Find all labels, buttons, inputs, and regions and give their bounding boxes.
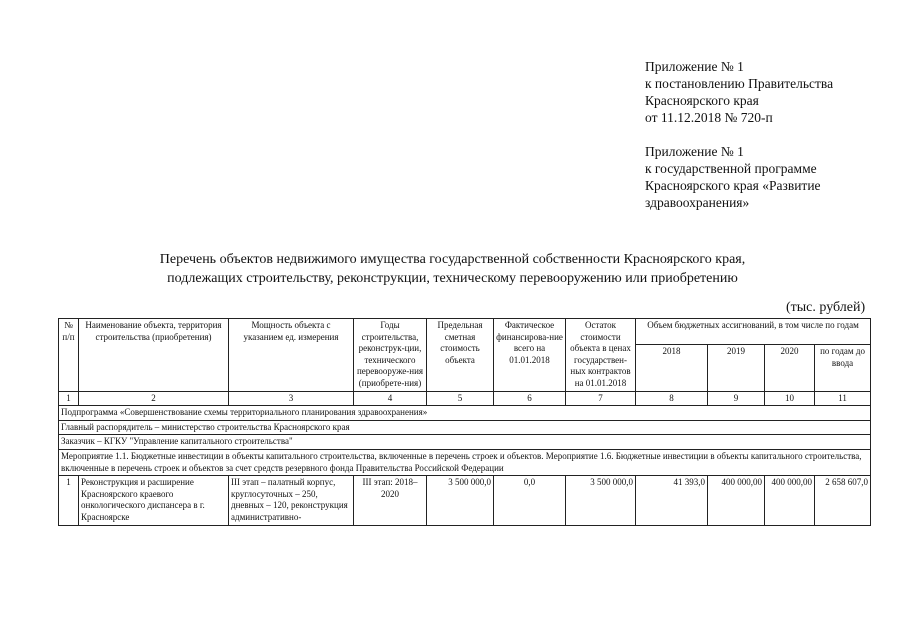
row-cost: 3 500 000,0: [427, 476, 494, 525]
column-number: 3: [229, 391, 354, 406]
appendix-2-line: Приложение № 1: [645, 144, 744, 159]
appendix-1-line: Приложение № 1: [645, 59, 744, 74]
column-number: 2: [79, 391, 229, 406]
row-years: III этап: 2018–2020: [354, 476, 427, 525]
header-financed: Фактическое финансирова-ние всего на 01.01.2018: [494, 319, 566, 392]
row-2018: 41 393,0: [636, 476, 708, 525]
header-capacity: Мощность объекта с указанием ед. измерения: [229, 319, 354, 392]
row-financed: 0,0: [494, 476, 566, 525]
row-name: Реконструкция и расширение Красноярского краевого онкологического диспансера в г. Красноярске: [79, 476, 229, 525]
header-by-years: по годам до ввода: [815, 344, 871, 391]
appendix-2-line: к государственной программе: [645, 161, 817, 176]
appendix-2-line: Красноярского края «Развитие: [645, 178, 821, 193]
customer-row: [59, 435, 871, 450]
document-title-line: подлежащих строительству, реконструкции, техническому перевооружению или приобретению: [167, 271, 738, 286]
header-remaining: Остаток стоимости объекта в ценах государствен-ных контрактов на 01.01.2018: [566, 319, 636, 392]
appendix-1-line: Красноярского края: [645, 93, 759, 108]
appendix-2-line: здравоохранения»: [645, 195, 750, 210]
column-number: 10: [765, 391, 815, 406]
column-number: 11: [815, 391, 871, 406]
row-remaining: 3 500 000,0: [566, 476, 636, 525]
subprogram-row: [59, 406, 871, 421]
table-row: [59, 476, 871, 525]
row-num: 1: [59, 476, 79, 525]
table-header-row: [59, 319, 871, 345]
header-cost: Предельная сметная стоимость объекта: [427, 319, 494, 392]
customer-cell: Заказчик – КГКУ "Управление капитального строительства": [59, 435, 871, 450]
column-number: 6: [494, 391, 566, 406]
objects-table: [58, 318, 871, 526]
column-number: 5: [427, 391, 494, 406]
column-number: 8: [636, 391, 708, 406]
column-number: 4: [354, 391, 427, 406]
document-title-line: Перечень объектов недвижимого имущества государственной собственности Красноярского края,: [159, 252, 746, 267]
column-number-row: [59, 391, 871, 406]
header-num: № п/п: [59, 319, 79, 392]
manager-cell: Главный распорядитель – министерство строительства Красноярского края: [59, 420, 871, 435]
header-2019: 2019: [708, 344, 765, 391]
appendix-1-line: от 11.12.2018 № 720-п: [645, 110, 773, 125]
row-2020: 400 000,00: [765, 476, 815, 525]
appendix-1-block: [645, 58, 833, 126]
header-years: Годы строительства, реконструк-ции, технического перевооруже-ния (приобрете-ния): [354, 319, 427, 392]
row-capacity: III этап – палатный корпус, круглосуточных – 250, дневных – 120, реконструкция административно-: [229, 476, 354, 525]
header-budget-group: Объем бюджетных ассигнований, в том числе по годам: [636, 319, 871, 345]
row-by-years: 2 658 607,0: [815, 476, 871, 525]
row-2019: 400 000,00: [708, 476, 765, 525]
measure-cell: Мероприятие 1.1. Бюджетные инвестиции в объекты капитального строительства, включенные в перечень строек и объектов. Мероприятие 1.6. Бюджетные инвестиции в объекты капитального строительства, включенные в перечень строек и объектов за счет средств резервного фонда Правительства Российской Федерации: [59, 449, 871, 475]
column-number: 9: [708, 391, 765, 406]
document-title: [0, 250, 905, 288]
appendix-2-block: [645, 143, 821, 211]
subprogram-cell: Подпрограмма «Совершенствование схемы территориального планирования здравоохранения»: [59, 406, 871, 421]
units-label: (тыс. рублей): [786, 300, 866, 315]
column-number: 1: [59, 391, 79, 406]
measure-row: [59, 449, 871, 475]
header-2020: 2020: [765, 344, 815, 391]
manager-row: [59, 420, 871, 435]
header-name: Наименование объекта, территория строительства (приобретения): [79, 319, 229, 392]
column-number: 7: [566, 391, 636, 406]
header-2018: 2018: [636, 344, 708, 391]
appendix-1-line: к постановлению Правительства: [645, 76, 834, 91]
